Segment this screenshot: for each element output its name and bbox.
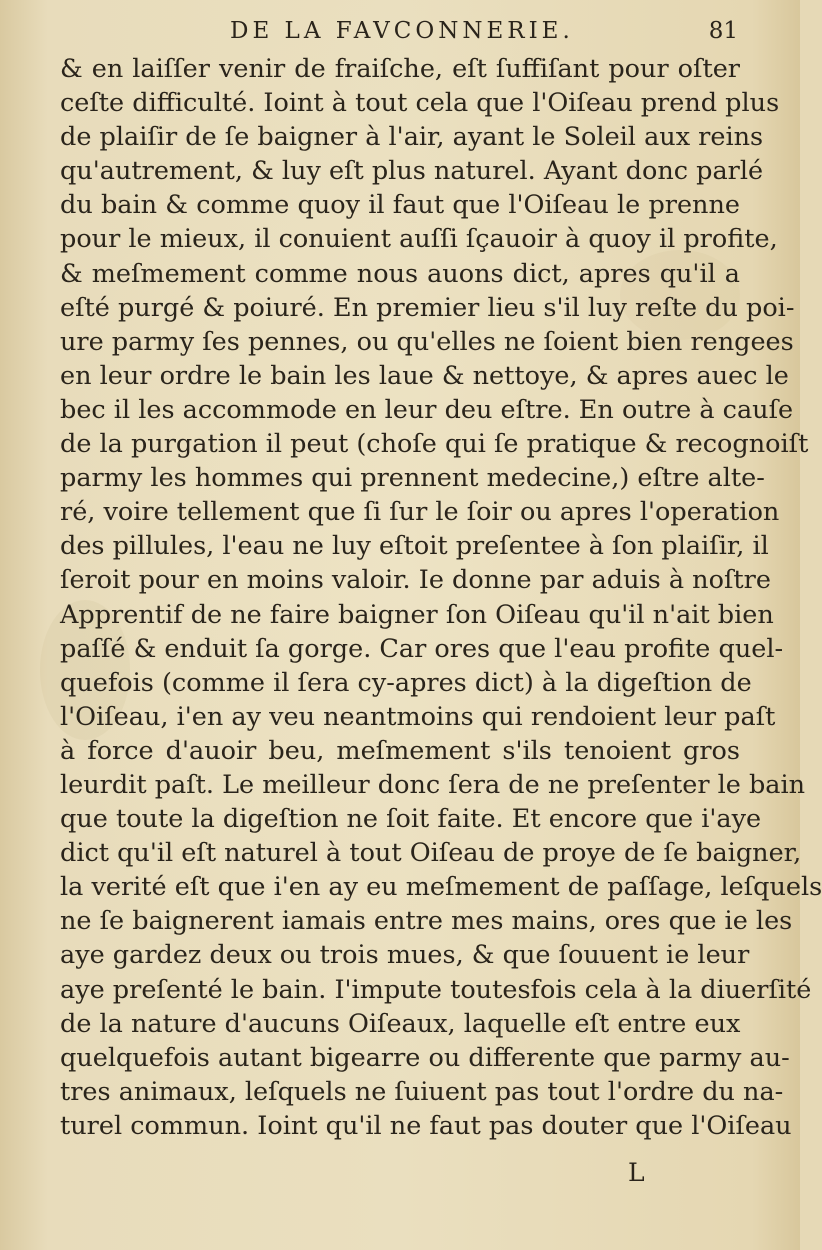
page-number: 81 [708, 18, 738, 44]
text-line: la verité eſt que i'en ay eu meſmement de paſſage, leſquels [60, 872, 822, 903]
text-line: en leur ordre le bain les laue & nettoye, & apres auec le [60, 360, 789, 391]
text-line: tres animaux, leſquels ne ſuiuent pas tout l'ordre du na- [60, 1076, 784, 1107]
text-line: aye preſenté le bain. I'impute toutesfois cela à la diuerſité [60, 974, 812, 1005]
text-line: turel commun. Ioint qu'il ne faut pas douter que l'Oiſeau [60, 1110, 792, 1141]
text-line: & en laiſſer venir de fraiſche, eſt ſuffiſant pour oſter [60, 54, 740, 84]
text-line: pour le mieux, il conuient auſſi ſçauoir à quoy il profite, [60, 224, 778, 255]
text-line: bec il les accommode en leur deu eſtre. En outre à cauſe [60, 394, 794, 425]
text-line: quelquefois autant bigearre ou differente que parmy au- [60, 1042, 790, 1073]
text-line: du bain & comme quoy il faut que l'Oiſeau le prenne [60, 190, 740, 221]
text-line: de la nature d'aucuns Oiſeaux, laquelle eſt entre eux [60, 1008, 741, 1039]
text-line: parmy les hommes qui prennent medecine,) eſtre alte- [60, 463, 765, 494]
text-line: ſeroit pour en moins valoir. Ie donne par aduis à noſtre [60, 565, 771, 596]
text-line: Apprentif de ne faire baigner ſon Oiſeau qu'il n'ait bien [60, 599, 774, 630]
text-line: à force d'auoir beu, meſmement s'ils tenoient gros [60, 735, 740, 766]
signature-mark: L [628, 1158, 645, 1187]
body-text [60, 52, 822, 1143]
text-line: de plaiſir de ſe baigner à l'air, ayant le Soleil aux reins [60, 122, 764, 153]
text-line: ure parmy ſes pennes, ou qu'elles ne ſoient bien rengees [60, 326, 794, 357]
page-header [60, 14, 740, 50]
running-head: DE LA FAVCONNERIE. [230, 18, 574, 44]
text-line: de la purgation il peut (choſe qui ſe pratique & recognoiſt [60, 429, 809, 460]
text-line: eſté purgé & poiuré. En premier lieu s'il luy reſte du poi- [60, 292, 795, 323]
text-line: quefois (comme il ſera cy-apres dict) à la digeſtion de [60, 667, 752, 698]
text-line: des pillules, l'eau ne luy eſtoit preſentee à ſon plaiſir, il [60, 531, 769, 562]
text-line: ceſte difficulté. Ioint à tout cela que l'Oiſeau prend plus [60, 88, 780, 119]
text-line: leurdit paſt. Le meilleur donc ſera de ne preſenter le bain [60, 769, 806, 800]
text-line: & meſmement comme nous auons dict, apres qu'il a [60, 258, 740, 289]
text-line: paſſé & enduit ſa gorge. Car ores que l'eau profite quel- [60, 633, 784, 664]
text-line: l'Oiſeau, i'en ay veu neantmoins qui rendoient leur paſt [60, 701, 776, 732]
text-line: ré, voire tellement que ſi ſur le ſoir ou apres l'operation [60, 497, 780, 528]
text-line: aye gardez deux ou trois mues, & que ſouuent ie leur [60, 940, 750, 971]
text-line: qu'autrement, & luy eſt plus naturel. Ayant donc parlé [60, 156, 764, 187]
text-line: ne ſe baignerent iamais entre mes mains, ores que ie les [60, 906, 793, 937]
text-line: que toute la digeſtion ne ſoit faite. Et encore que i'aye [60, 804, 762, 835]
text-line: dict qu'il eſt naturel à tout Oiſeau de proye de ſe baigner, [60, 838, 802, 869]
